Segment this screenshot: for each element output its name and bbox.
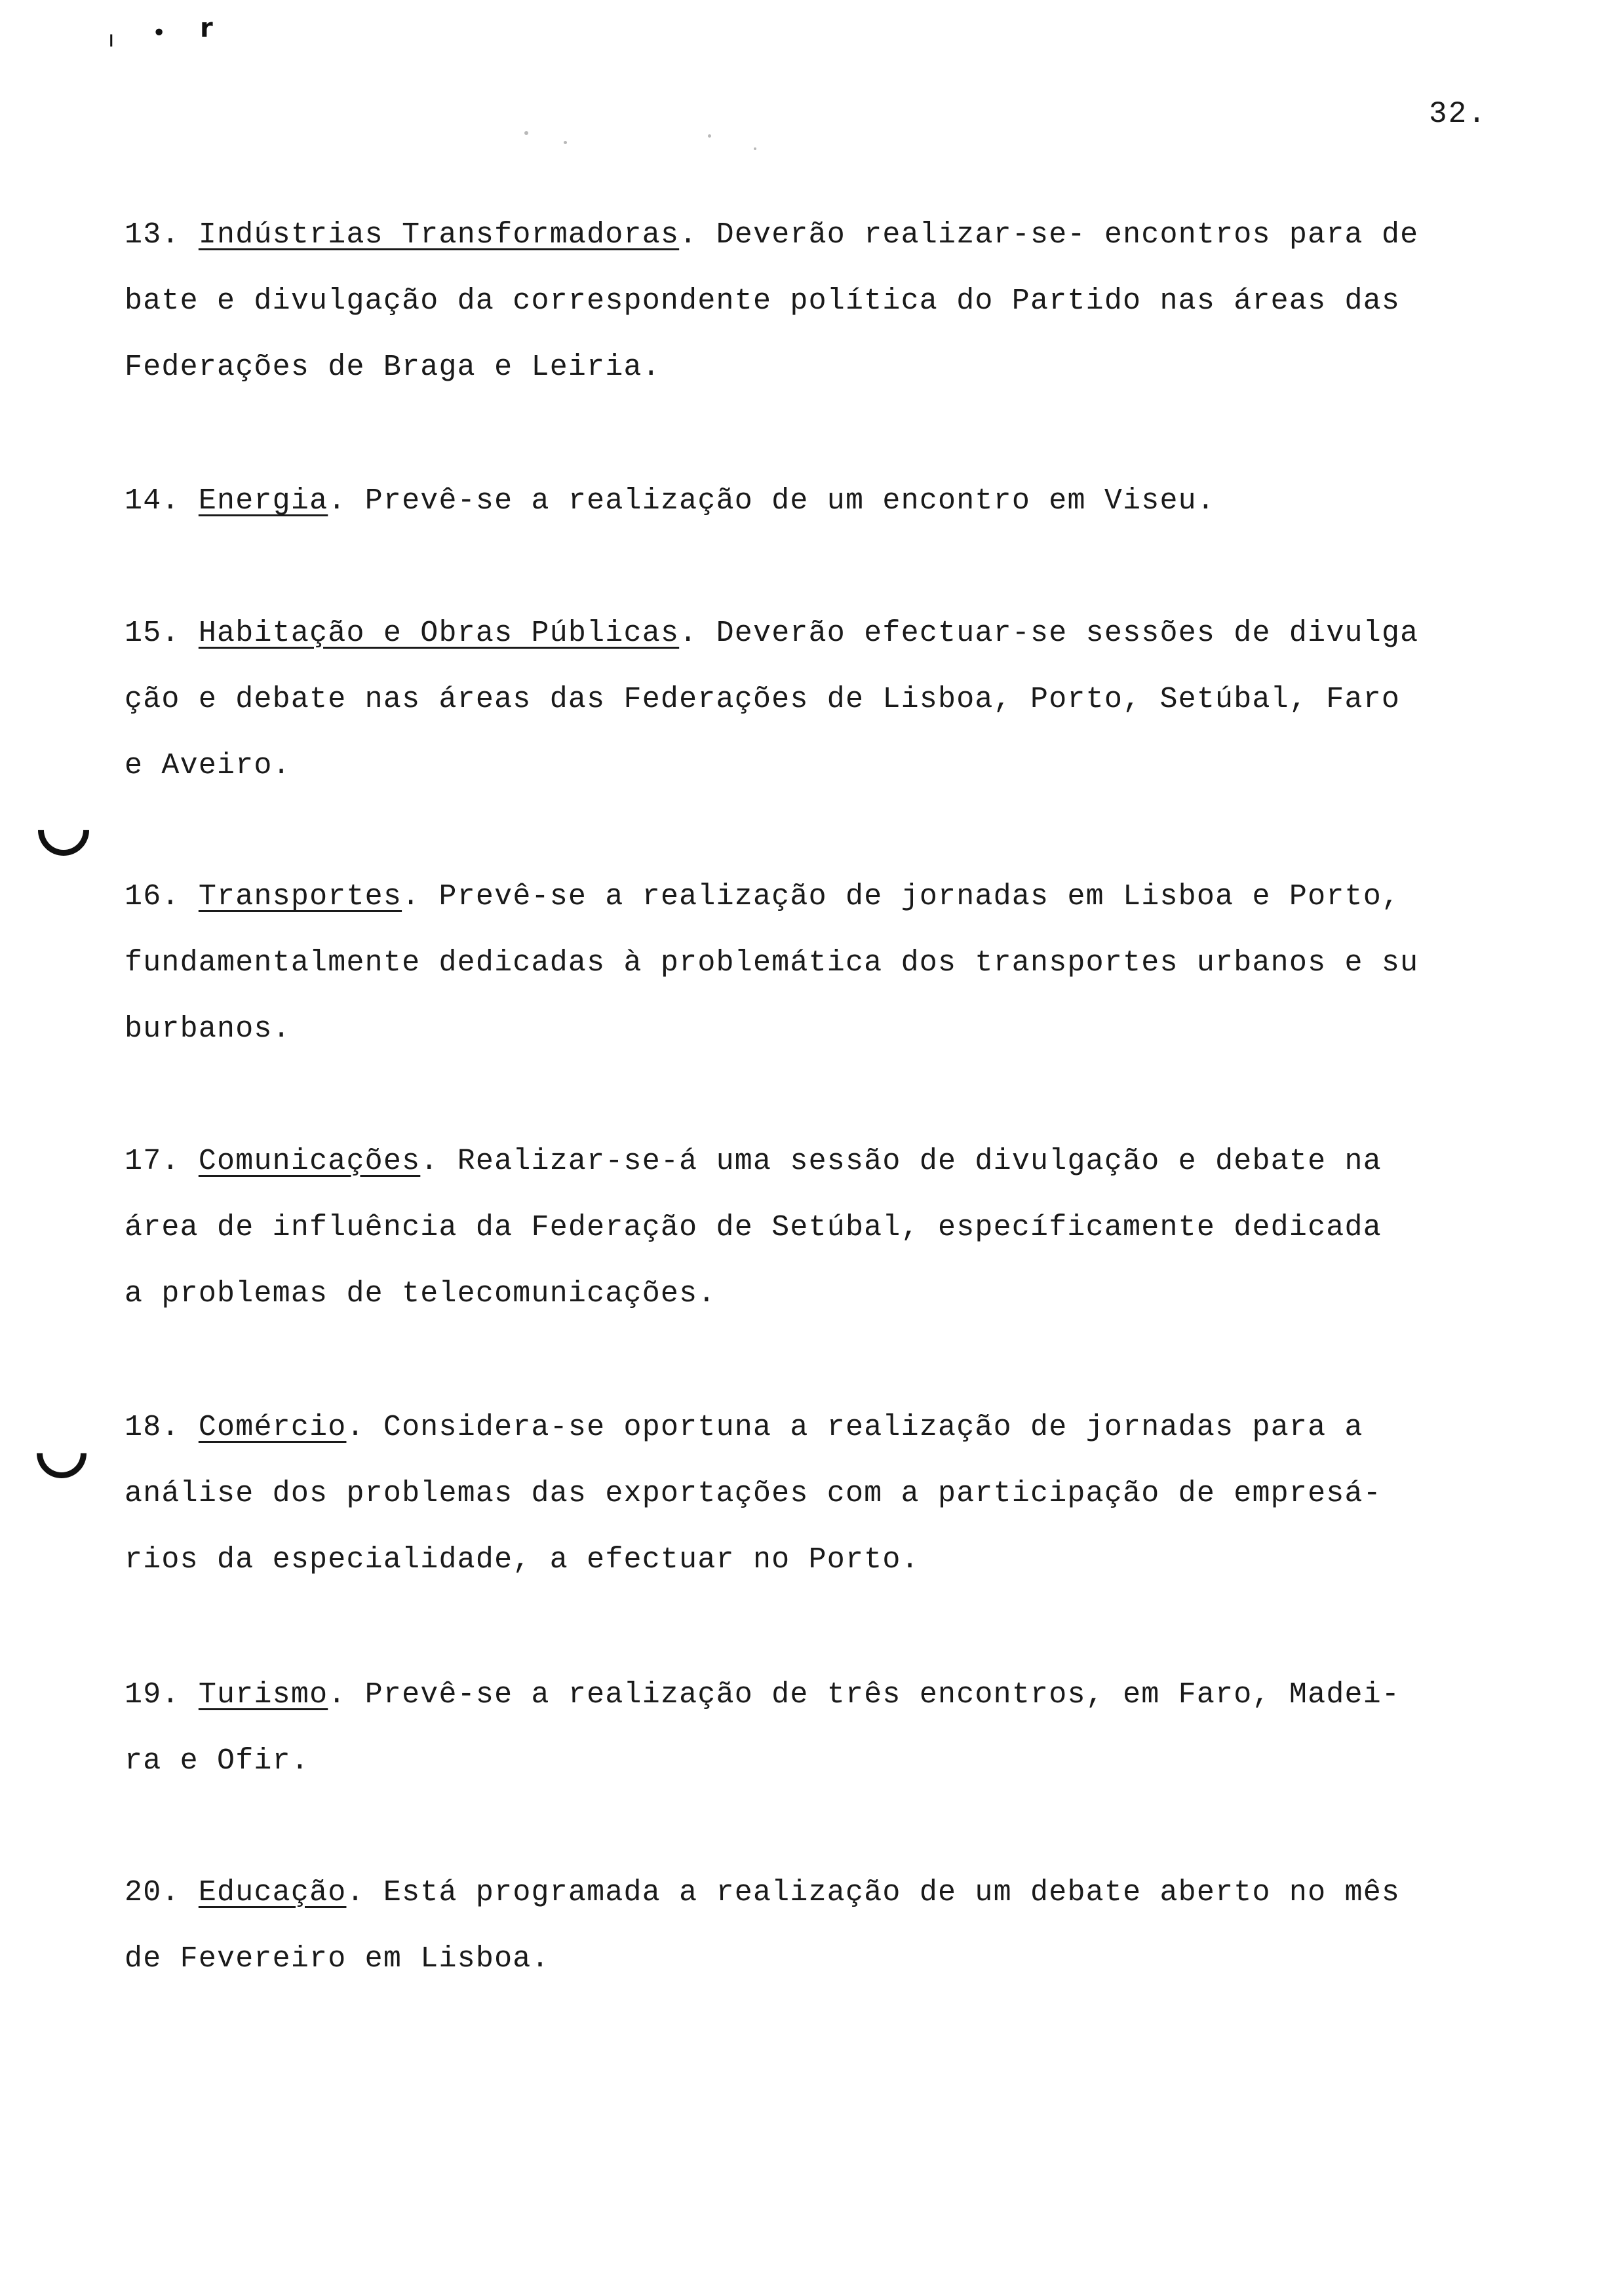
section-number: 14. bbox=[125, 484, 180, 518]
binder-hole-mark bbox=[28, 794, 100, 866]
section-title: Turismo bbox=[198, 1678, 328, 1712]
section-number: 20. bbox=[125, 1876, 180, 1909]
section-text: . Está programada a realização de um debate aberto no mês bbox=[346, 1876, 1401, 1909]
section-text: burbanos. bbox=[125, 1012, 291, 1046]
section-title: Comércio bbox=[198, 1411, 347, 1444]
section-15 bbox=[125, 600, 1514, 799]
corner-mark-3: r bbox=[200, 13, 213, 43]
section-text: ção e debate nas áreas das Federações de Lisboa, Porto, Setúbal, Faro bbox=[125, 683, 1401, 716]
section-number: 13. bbox=[125, 218, 180, 252]
section-title: Habitação e Obras Públicas bbox=[198, 617, 680, 650]
section-text: análise dos problemas das exportações com a participação de empresá- bbox=[125, 1477, 1382, 1510]
section-text: rios da especialidade, a efectuar no Porto. bbox=[125, 1543, 920, 1577]
section-text: . Considera-se oportuna a realização de jornadas para a bbox=[346, 1411, 1363, 1444]
section-13 bbox=[125, 202, 1514, 400]
section-20 bbox=[125, 1860, 1514, 1992]
section-number: 15. bbox=[125, 617, 180, 650]
section-text: fundamentalmente dedicadas à problemática dos transportes urbanos e su bbox=[125, 946, 1419, 980]
section-16 bbox=[125, 864, 1514, 1062]
section-text: área de influência da Federação de Setúbal, específicamente dedicada bbox=[125, 1211, 1382, 1244]
section-14 bbox=[125, 468, 1514, 534]
section-title: Educação bbox=[198, 1876, 347, 1909]
section-text: bate e divulgação da correspondente política do Partido nas áreas das bbox=[125, 284, 1401, 318]
section-text: . Realizar-se-á uma sessão de divulgação e debate na bbox=[420, 1145, 1382, 1178]
section-17 bbox=[125, 1128, 1514, 1327]
section-title: Transportes bbox=[198, 880, 402, 913]
section-text: ra e Ofir. bbox=[125, 1744, 310, 1778]
section-text: de Fevereiro em Lisboa. bbox=[125, 1942, 550, 1976]
section-text: . Deverão efectuar-se sessões de divulga bbox=[679, 617, 1419, 650]
scan-speck bbox=[564, 141, 567, 144]
section-text: . Deverão realizar-se- encontros para de bbox=[679, 218, 1419, 252]
section-text: . Prevê-se a realização de jornadas em Lisboa e Porto, bbox=[402, 880, 1401, 913]
binder-hole-mark bbox=[26, 1418, 96, 1488]
section-text: . Prevê-se a realização de três encontros, em Faro, Madei- bbox=[328, 1678, 1401, 1712]
section-text: Federações de Braga e Leiria. bbox=[125, 351, 661, 384]
corner-mark-2: • bbox=[152, 20, 166, 47]
section-18 bbox=[125, 1394, 1514, 1593]
section-title: Indústrias Transformadoras bbox=[198, 218, 680, 252]
scan-speck bbox=[708, 134, 711, 138]
section-title: Energia bbox=[198, 484, 328, 518]
section-text: e Aveiro. bbox=[125, 749, 291, 782]
section-number: 18. bbox=[125, 1411, 180, 1444]
scan-speck bbox=[754, 147, 756, 150]
section-number: 19. bbox=[125, 1678, 180, 1712]
scan-speck bbox=[524, 131, 528, 135]
section-19 bbox=[125, 1662, 1514, 1794]
section-number: 16. bbox=[125, 880, 180, 913]
page-number: 32. bbox=[1429, 97, 1487, 131]
section-text: a problemas de telecomunicações. bbox=[125, 1277, 716, 1311]
section-text: . Prevê-se a realização de um encontro em Viseu. bbox=[328, 484, 1216, 518]
section-title: Comunicações bbox=[198, 1145, 421, 1178]
section-number: 17. bbox=[125, 1145, 180, 1178]
corner-mark-1: ı bbox=[108, 26, 115, 52]
